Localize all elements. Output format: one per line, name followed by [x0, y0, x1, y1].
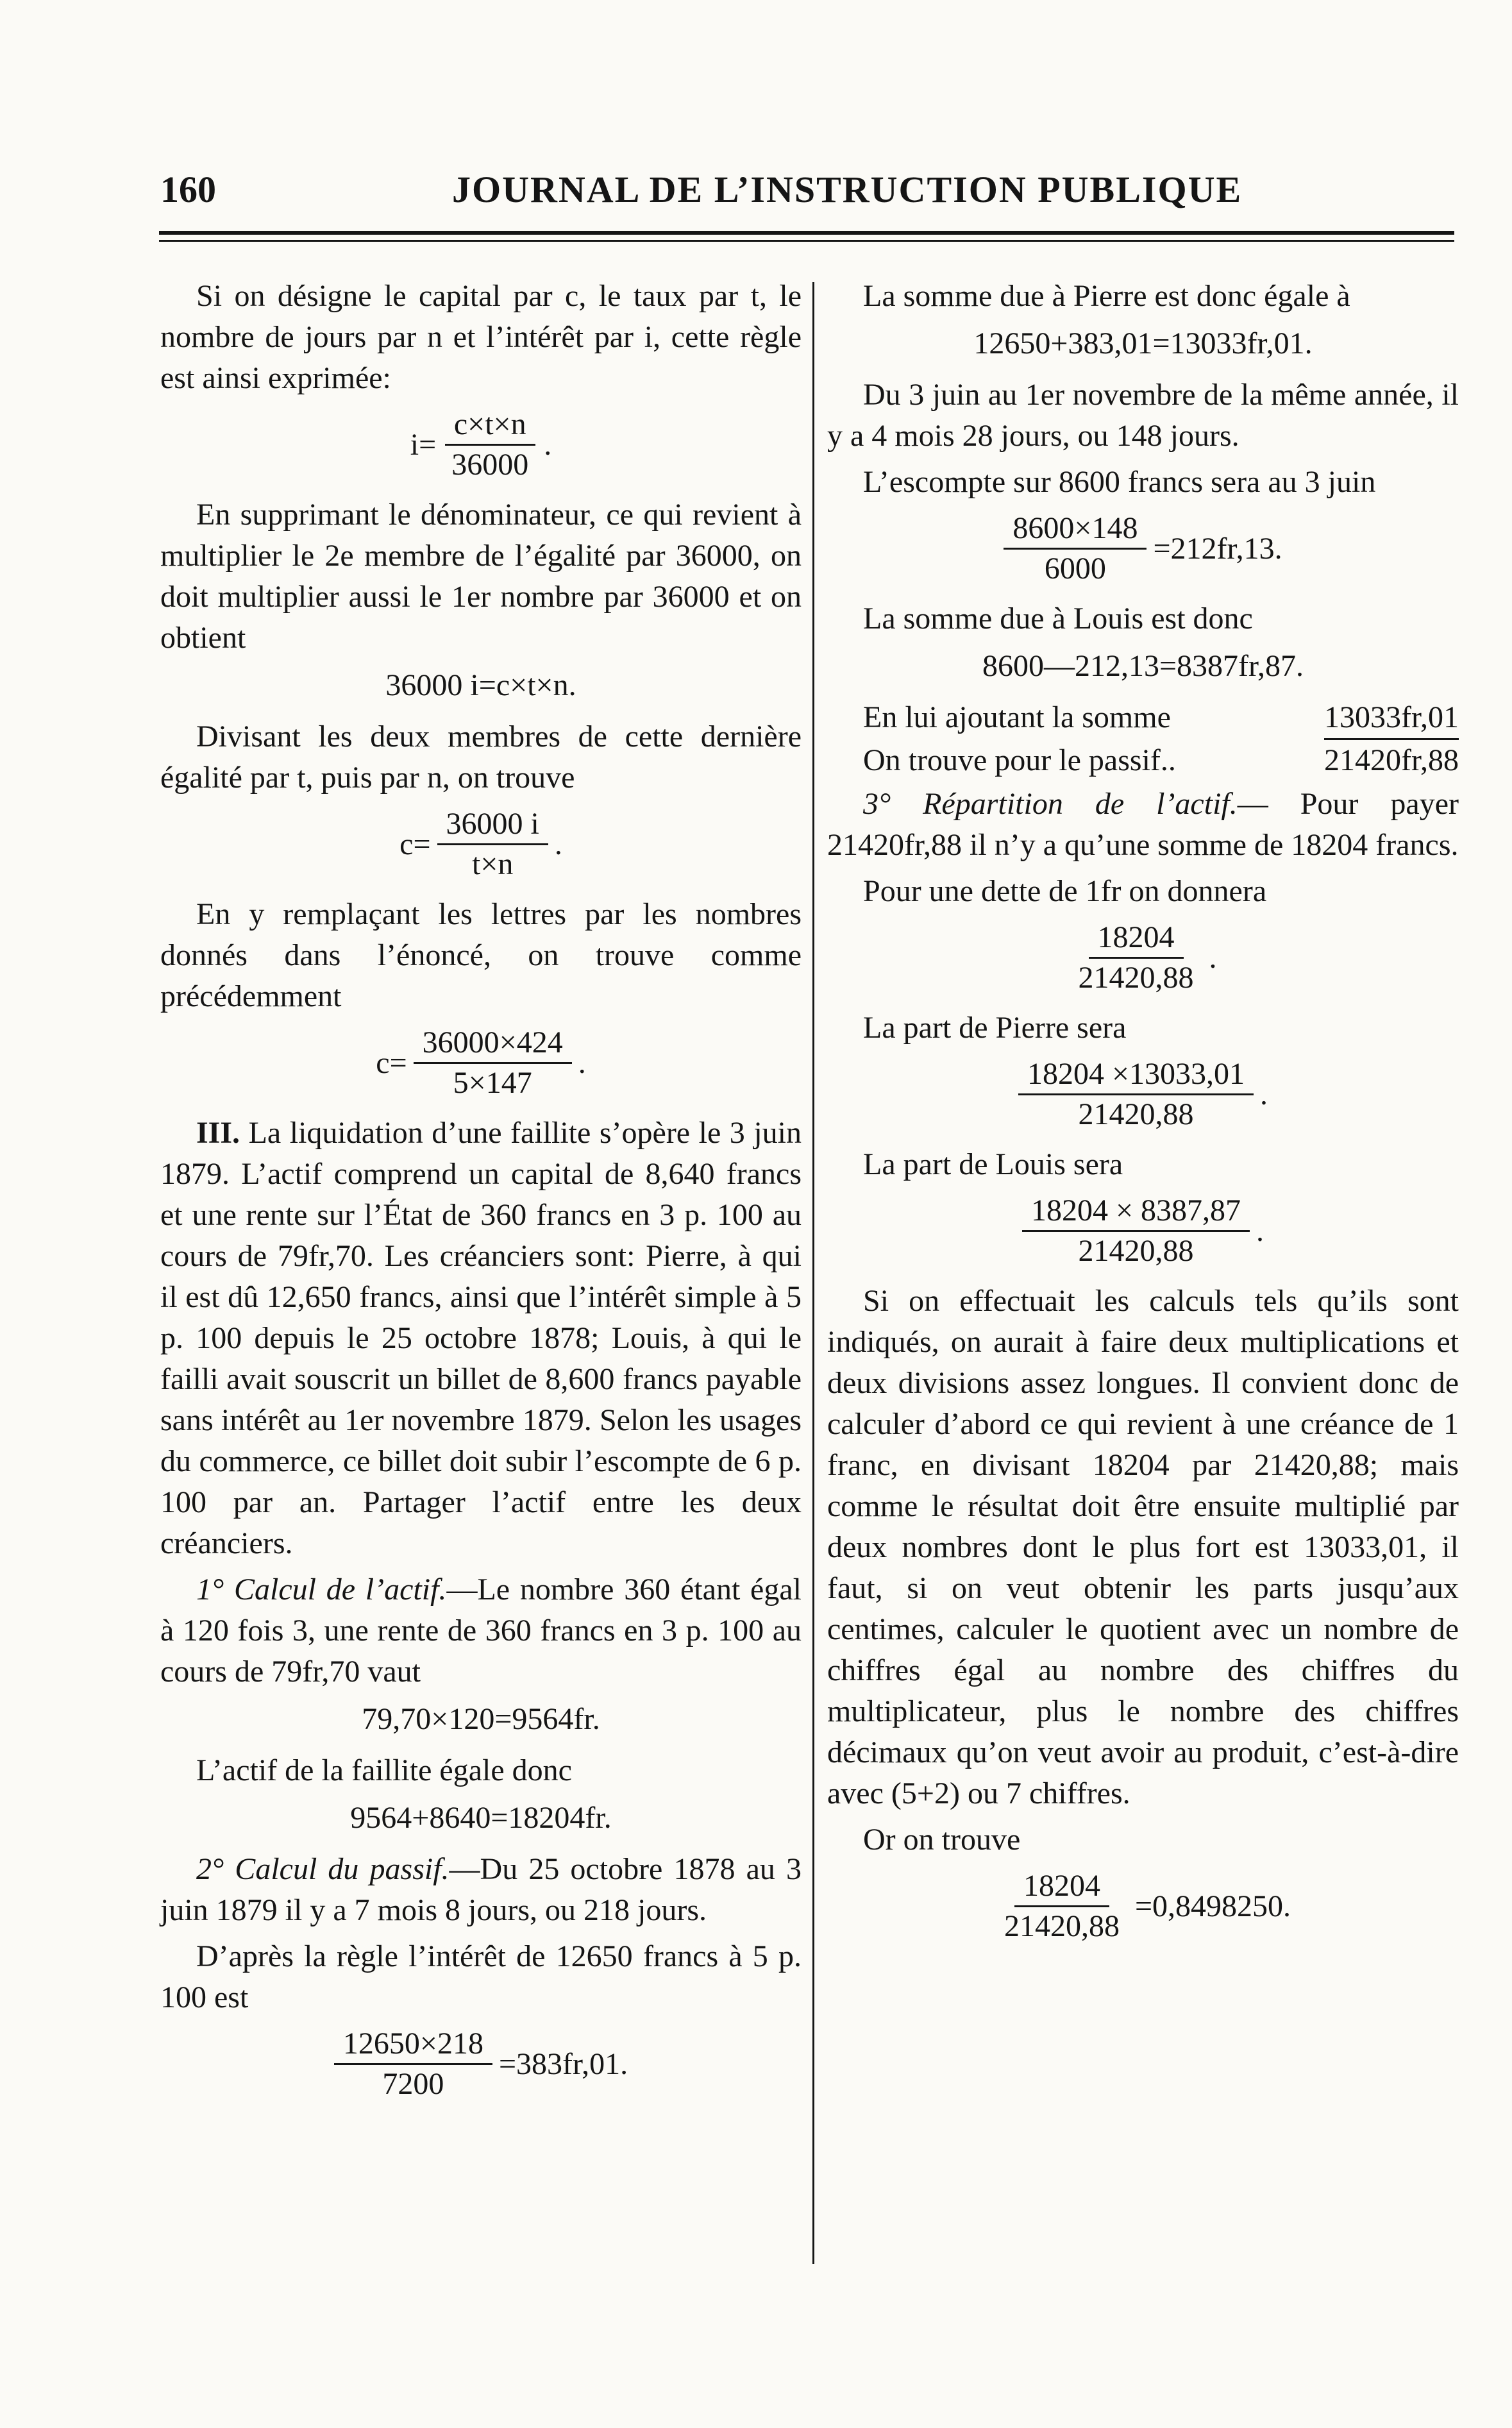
equation: c= $\frac{36000\times 424}{5\times 147}$ . [160, 1024, 802, 1102]
addition-row-value: 13033fr,01 [1324, 697, 1459, 740]
paragraph: Pour une dette de 1fr on donnera [863, 874, 1267, 908]
fraction: $\frac{18204}{21420,88}$ [1070, 918, 1203, 997]
paragraph: Si on effectuait les calculs tels qu’ils sont indiqués, on aurait à faire deux multiplications et deux divisions assez longues. Il convient donc de calculer d’abord ce qui revient à une créance de 1 franc, en divisant 18204 par 21420,88; mais comme le résultat doit être ensuite multiplié par deux nombres dont le plus fort est 13033,01, il faut, si on veut obtenir les parts jusqu’aux centimes, calculer le quotient avec un nombre de chiffres égal au nombre des chiffres du multiplicateur, plus le nombre des chiffres décimaux qu’on veut avoir au produit, c’est-à-dire avec (5+2) ou 7 chiffres. [827, 1284, 1459, 1810]
fraction: $\frac{12650\times 218}{7200}$ [334, 2025, 492, 2103]
page-number: 160 [160, 169, 216, 210]
section-label: 1° Calcul de l’actif. [196, 1572, 447, 1606]
equation: $\frac{8600\times 148}{6000}$ =212fr,13. [827, 509, 1459, 588]
fraction: $\frac{18204 \times 13033,01}{21420,88}$ [1018, 1055, 1254, 1134]
paragraph: L’actif de la faillite égale donc [196, 1753, 572, 1787]
paragraph: La somme due à Louis est donc [863, 602, 1253, 636]
paragraph: Du 3 juin au 1er novembre de la même année, il y a 4 mois 28 jours, ou 148 jours. [827, 378, 1459, 453]
equation: 12650+383,01=13033fr,01. [973, 326, 1313, 360]
equation: 9564+8640=18204fr. [350, 1801, 612, 1835]
equation: c= $\frac{36000 i}{t\times n}$ . [160, 805, 802, 884]
paragraph: Divisant les deux membres de cette dernière égalité par t, puis par n, on trouve [160, 720, 802, 795]
equation: 36000 i=c×t×n. [385, 668, 576, 702]
paragraph: Or on trouve [863, 1823, 1021, 1857]
equation: $\frac{18204}{21420,88}$ . [827, 918, 1459, 997]
equation: 79,70×120=9564fr. [362, 1702, 600, 1736]
equation: $\frac{12650\times 218}{7200}$ =383fr,01. [160, 2025, 802, 2103]
paragraph: D’après la règle l’intérêt de 12650 francs à 5 p. 100 est [160, 1939, 802, 2014]
paragraph: L’escompte sur 8600 francs sera au 3 juin [863, 465, 1376, 499]
section-label: 2° Calcul du passif. [196, 1852, 449, 1886]
paragraph: La part de Louis sera [863, 1147, 1123, 1181]
running-title: JOURNAL DE L’INSTRUCTION PUBLIQUE [452, 169, 1243, 210]
problem-statement: III. La liquidation d’une faillite s’opère le 3 juin 1879. L’actif comprend un capital de 8,640 francs et une rente sur l’État de 360 francs en 3 p. 100 au cours de 79fr,70. Les créanciers sont: Pierre, à qui il est dû 12,650 francs, ainsi que l’intérêt simple à 5 p. 100 depuis le 25 octobre 1878; Louis, à qui le failli avait souscrit un billet de 8,600 francs payable sans intérêt au 1er novembre 1879. Selon les usages du commerce, ce billet doit subir l’escompte de 6 p. 100 par an. Partager l’actif entre les deux créanciers. [160, 1116, 802, 1560]
header-rule-thick [159, 231, 1454, 235]
addition-row-label: On trouve pour le passif.. [863, 743, 1176, 777]
paragraph: Si on désigne le capital par c, le taux par t, le nombre de jours par n et l’intérêt par i, cette règle est ainsi exprimée: [160, 279, 802, 395]
column-divider [812, 282, 814, 2264]
fraction: $\frac{c\times t\times n}{36000}$ [442, 405, 537, 484]
paragraph: En y remplaçant les lettres par les nombres donnés dans l’énoncé, on trouve comme précédemment [160, 897, 802, 1013]
addition-row-label: En lui ajoutant la somme [863, 700, 1171, 734]
paragraph: En supprimant le dénominateur, ce qui revient à multiplier le 2e membre de l’égalité par 36000, on doit multiplier aussi le 1er nombre par 36000 et on obtient [160, 498, 802, 655]
paragraph: La somme due à Pierre est donc égale à [863, 279, 1350, 313]
right-column [827, 276, 1459, 1956]
equation: i= $\frac{c\times t\times n}{36000}$ . [160, 405, 802, 484]
fraction: $\frac{8600\times 148}{6000}$ [1004, 509, 1147, 588]
addition-row-value: 21420fr,88 [1323, 743, 1459, 777]
equation: $\frac{18204 \times 8387,87}{21420,88}$ . [827, 1192, 1459, 1270]
header-rule-thin [159, 240, 1454, 242]
paragraph: 3° Répartition de l’actif.— Pour payer 21420fr,88 il n’y a qu’une somme de 18204 francs. [827, 787, 1459, 862]
paragraph: 2° Calcul du passif.—Du 25 octobre 1878 au 3 juin 1879 il y a 7 mois 8 jours, ou 218 jours. [160, 1852, 802, 1927]
equation: $\frac{18204 \times 13033,01}{21420,88}$ . [827, 1055, 1459, 1134]
section-label: 3° Répartition de l’actif. [863, 787, 1238, 821]
equation: 8600—212,13=8387fr,87. [982, 649, 1304, 683]
fraction: $\frac{18204}{21420,88}$ [995, 1867, 1129, 1946]
paragraph: La part de Pierre sera [863, 1011, 1127, 1045]
equation: $\frac{18204}{21420,88}$ =0,8498250. [827, 1867, 1459, 1946]
fraction: $\frac{36000 i}{t\times n}$ [437, 805, 548, 884]
fraction: $\frac{18204 \times 8387,87}{21420,88}$ [1022, 1192, 1250, 1270]
running-header [160, 168, 1379, 219]
addition-table [863, 697, 1459, 781]
paragraph: 1° Calcul de l’actif.—Le nombre 360 étant égal à 120 fois 3, une rente de 360 francs en 3 p. 100 au cours de 79fr,70 vaut [160, 1572, 802, 1689]
fraction: $\frac{36000\times 424}{5\times 147}$ [414, 1024, 572, 1102]
problem-number: III. [196, 1116, 240, 1150]
left-column [160, 276, 802, 2114]
